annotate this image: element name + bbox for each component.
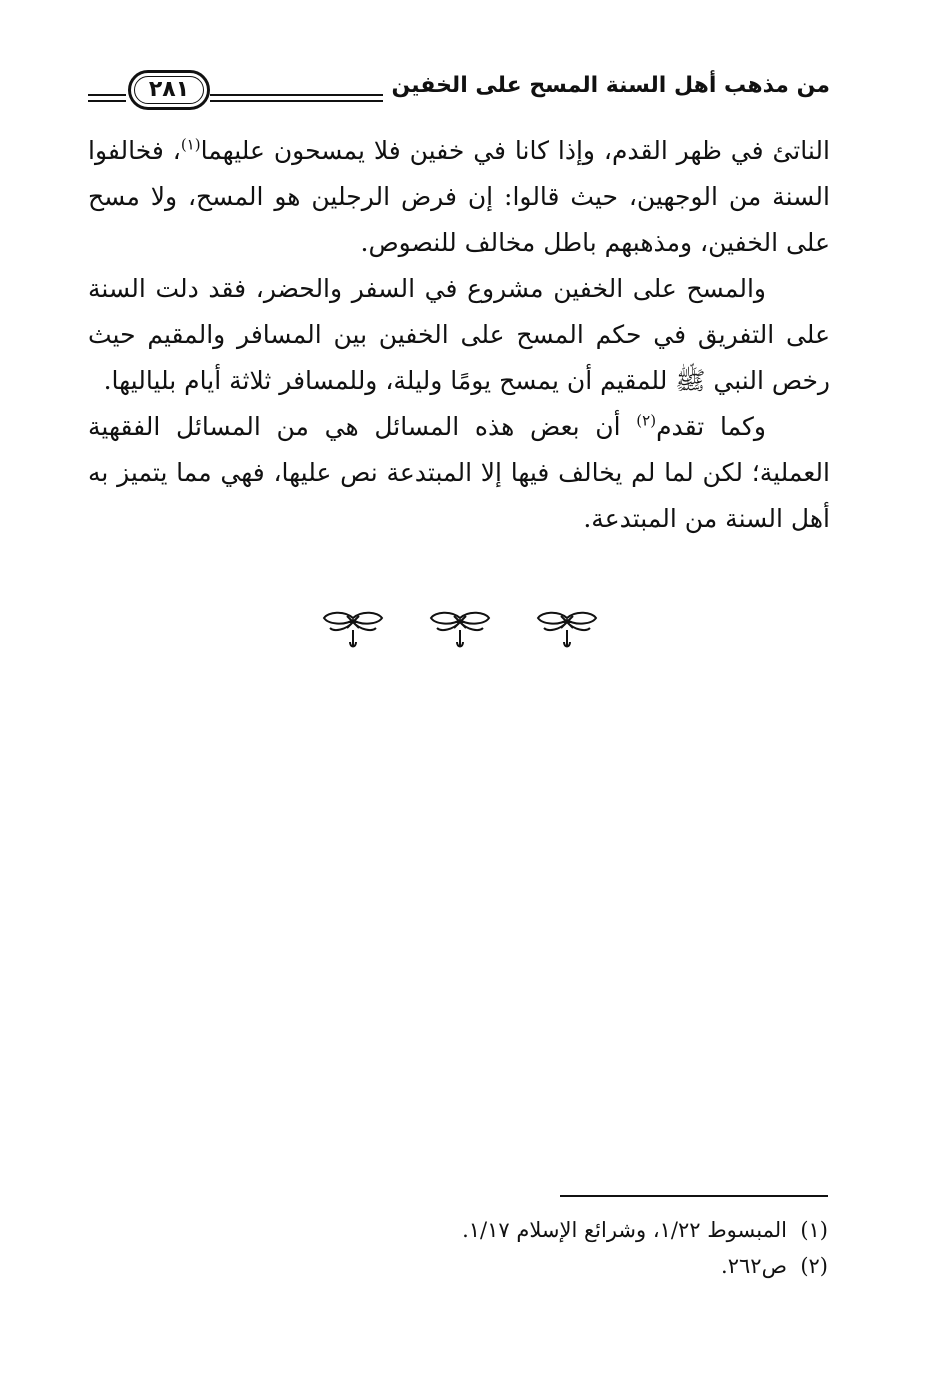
paragraph-1 [88, 128, 830, 266]
paragraph-1-rest: ، فخالفوا السنة من الوجهين، حيث قالوا: إن فرض الرجلين هو المسح، ولا مسح على الخفين، ومذهبهم باطل مخالف للنصوص. [88, 136, 830, 257]
footnote-ref-2[interactable]: (٢) [636, 411, 657, 430]
running-header [88, 66, 830, 116]
ornament-icon [427, 608, 493, 656]
page-number: ٢٨١ [148, 77, 190, 102]
main-text [88, 128, 830, 542]
paragraph-3-start: وكما تقدم [656, 412, 766, 441]
paragraph-3-rest: أن بعض هذه المسائل هي من المسائل الفقهية العملية؛ لكن لما لم يخالف فيها إلا المبتدعة نص عليها، فهي مما يتميز به أهل السنة من المبتدعة. [88, 412, 830, 533]
page-number-frame [128, 70, 210, 110]
footnote-1-number: (١) [800, 1218, 828, 1242]
footnote-2-number: (٢) [800, 1254, 828, 1278]
section-ornaments [320, 608, 600, 658]
header-title: من مذهب أهل السنة المسح على الخفين [383, 66, 830, 106]
footnote-1 [268, 1212, 828, 1248]
footnote-separator [560, 1195, 828, 1197]
footnote-ref-1[interactable]: (١) [180, 135, 201, 154]
ornament-icon [320, 608, 386, 656]
paragraph-2: والمسح على الخفين مشروع في السفر والحضر، فقد دلت السنة على التفريق في حكم المسح على الخفين بين المسافر والمقيم حيث رخص النبي ﷺ للمقيم أن يمسح يومًا وليلة، وللمسافر ثلاثة أيام بلياليها. [88, 274, 830, 395]
paragraph-1-text: الناتئ في ظهر القدم، وإذا كانا في خفين فلا يمسحون عليهما [200, 136, 830, 165]
footnote-1-text: المبسوط ١/٢٢، وشرائع الإسلام ١/١٧. [462, 1218, 787, 1242]
paragraph-3 [88, 404, 830, 542]
footnotes [268, 1212, 828, 1284]
footnote-2 [268, 1248, 828, 1284]
footnote-2-text: ص٢٦٢. [721, 1254, 787, 1278]
ornament-icon [534, 608, 600, 656]
header-rule-left [88, 94, 126, 102]
